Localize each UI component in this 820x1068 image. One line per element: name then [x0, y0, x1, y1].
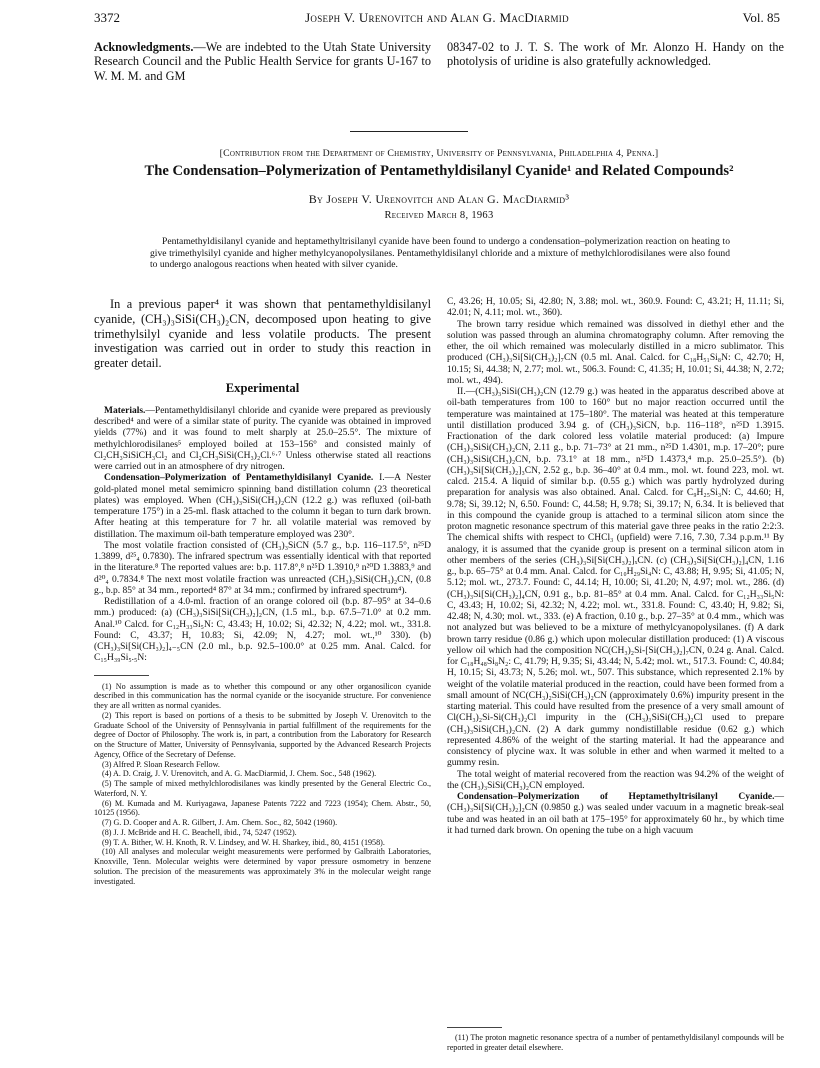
paragraph-text: —(CH₃)₃Si[Si(CH₃)₂]₂CN (0.9850 g.) was sealed under vacuum in a magnetic break-seal tube and was heated in an oil bath at 175–195° for approximately 60 hr., by which time it had turned dark brown. On opening the tube on a high vacuum [447, 792, 784, 836]
contribution-line: [Contribution from the Department of Chemistry, University of Pennsylvania, Philadelphia 4, Penna.] [219, 148, 659, 159]
article-authors: By Joseph V. Urenovitch and Alan G. MacDiarmid³ [308, 192, 570, 206]
running-header [94, 10, 780, 28]
running-title: Joseph V. Urenovitch and Alan G. MacDiarmid [305, 10, 569, 25]
paragraph-text: The total weight of material recovered from the reaction was 94.2% of the weight of the (CH₃)₃SiSi(CH₃)₂CN employed. [447, 769, 784, 791]
paragraph-text: The most volatile fraction consisted of (CH₃)₃SiCN (5.7 g., b.p. 116–117.5°, n²⁵D 1.3899, d²⁵₄ 0.7830). The infrared spectrum was essentially identical with that reported in the literature.⁸ The reported values are: b.p. 117.8°,⁸ n²⁵D 1.3910,⁹ n²⁰D 1.3883,⁹ and d²⁰₄ 0.7834.⁸ The next most volatile fraction was unreacted (CH₃)₃SiSi(CH₃)₂CN, (0.8 g., b.p. 85° at 34 mm., reported⁴ 87° at 34 mm.; confirmed by infrared spectrum⁴). [94, 540, 431, 596]
right-paragraph [447, 387, 784, 770]
left-paragraph [94, 541, 431, 597]
footnote: (6) M. Kumada and M. Kuriyagawa, Japanese Patents 7222 and 7223 (1954); Chem. Abstr., 50, 10125 (1956). [94, 798, 431, 818]
paragraph-text: Redistillation of a 4.0-ml. fraction of an orange colored oil (b.p. 87–95° at 34–0.6 mm.) produced: (a) (CH₃)₃SiSi[Si(CH₃)₂]₂CN, (1.5 ml., b.p. 67.5–71.0° at 0.2 mm. Anal.¹⁰ Calcd. for C₁₂H₃₃Si₅N: C, 43.43; H, 10.02; Si, 42.32; N, 4.22; mol. wt., 331.8. Found: C, 43.37; H, 10.83; Si, 42.09; N, 4.27; mol. wt.,¹⁰ 330). (b) (CH₃)₃Si[Si(CH₃)₂]₄₋₅CN (2.0 ml., b.p. 92.5–100.0° at 0.25 mm. Anal. Calcd. for C₁₅H₃₉Si₅.₅N: [94, 597, 431, 664]
left-paragraph [94, 406, 431, 474]
paragraph-lead: Materials. [104, 405, 146, 416]
footnote-rule-right [447, 1027, 502, 1028]
section-heading-experimental: Experimental [225, 380, 300, 395]
paragraph-text: The brown tarry residue which remained was dissolved in diethyl ether and the solution was passed through an alumina chromatography column. After removing the ether, the oil which remained was molecularly distilled in a micro sublimator. This produced (CH₃)₃Si[Si(CH₃)₂]₇CN (0.5 ml. Anal. Calcd. for C₁₈H₅₁Si₈N: C, 42.70; H, 10.15; Si, 44.38; N, 2.77; mol. wt., 506.3. Found: C, 41.35; H, 10.01; Si, 44.38; N, 2.72; mol. wt., 494). [447, 319, 784, 386]
footnote: (3) Alfred P. Sloan Research Fellow. [102, 759, 220, 769]
footnote: (4) A. D. Craig, J. V. Urenovitch, and A. G. MacDiarmid, J. Chem. Soc., 548 (1962). [102, 769, 377, 779]
footnote-rule [94, 675, 149, 676]
right-paragraph [447, 320, 784, 388]
left-paragraph [94, 473, 431, 541]
acknowledgments-heading: Acknowledgments. [94, 40, 194, 54]
acknowledgments-left-text: —We are indebted to the Utah State University Research Council and the Public Health Service for grants U-167 to W. M. M. and GM [94, 40, 431, 83]
article-body [94, 297, 784, 886]
paragraph-text: I.—A Nester gold-plated monel metal semimicro spinning band distillation column (23 theoretical plates) was employed. When (CH₃)₃SiSi(CH₃)₂CN (12.2 g.) was refluxed (oil-bath temperature 175°) in a 25-ml. flask attached to the column it began to turn dark brown. After heating at this temperature for 7 hr. all volatile material was removed by distillation. The maximum oil-bath temperature employed was 230°. [94, 473, 431, 540]
acknowledgments-block [94, 40, 784, 83]
right-paragraph [447, 792, 784, 837]
footnote: (7) G. D. Cooper and A. R. Gilbert, J. Am. Chem. Soc., 82, 5042 (1960). [102, 818, 338, 828]
paragraph-text: II.—(CH₃)₃SiSi(CH₃)₂CN (12.79 g.) was heated in the apparatus described above at oil-bath temperatures from 100 to 160° but no major reaction occurred until the temperature was maintained at 175–180°. The material was heated at this temperature until distillation produced 3.94 g. of (CH₃)₃SiCN, b.p. 116–118°, n²⁵D 1.3915. Fractionation of the dark colored less volatile material produced: (a) Impure (CH₃)₃SiSi(CH₃)₂CN, 2.11 g., b.p. 71–73° at 21 mm., n²⁵D 1.4301, m.p. 17–20°; pure (CH₃)₃SiSi(CH₃)₂CN, b.p. 73.1° at 18 mm., n²⁵D 1.4373,⁴ m.p. 25.0–25.5°). (b) (CH₃)₃Si[Si(CH₃)₂]₃CN, 2.52 g., b.p. 36–40° at 0.4 mm., mol. wt. found 223, mol. wt. calcd. 215.4. A liquid of similar b.p. (0.55 g.) which was partly hydrolyzed during preparation for analysis was also obtained. Anal. Calcd. for C₉H₂₅Si₃N: C, 44.60; H, 9.78; Si, 39.12; N, 6.50. Found: C, 44.58; H, 9.78; Si, 39.17; N, 6.34. It is believed that in this compound the cyanide group is attached to a terminal silicon atom since the proton magnetic resonance spectrum of this material gave three peaks in the ratio 2:2:3. The chemical shifts with respect to CHCl₃ (upfield) were 7.16, 7.30, 7.34 p.p.m.¹¹ By analogy, it is assumed that the cyanide group is present on a terminal silicon atom in other members of the series (CH₃)₃Si[Si(CH₃)₂]ₓCN. (c) (CH₃)₃Si[Si(CH₃)₂]₄CN, 1.16 g., b.p. 65–75° at 0.4 mm. Anal. Calcd. for C₁₀H₂₉Si₄N: C, 43.88; H, 9.95; Si, 41.05; N, 5.12; mol. wt., 273.7. Found: C, 44.14; H, 10.00; Si, 41.20; N, 4.97; mol. wt., 286. (d) (CH₃)₃Si[Si(CH₃)₂]₄CN, 0.91 g., b.p. 81–85° at 0.4 mm. Anal. Calcd. for C₁₂H₃₃Si₅N: C, 43.43; H, 10.02; Si, 42.32; N, 4.22; mol. wt., 331.8. Found: C, 43.40; H, 9.82; Si, 42.48; N, 4.30; mol. wt., 333. (e) A fraction, 0.10 g., b.p. 27–35° at 0.4 mm., which was not analyzed but was believed to be a mixture of methylcyanopolysilanes. (f) A dark brown tarry residue (0.86 g.) which upon molecular distillation produced: (1) A viscous yellow oil which had the composition NC(CH₃)₂Si-[Si(CH₃)₂]₇CN, 0.24 g. Anal. Calcd. for C₁₈H₄₈Si₈N₂: C, 41.79; H, 9.35; Si, 43.44; N, 5.42; mol. wt., 517.3. Found: C, 40.84; H, 10.15; Si, 43.73; N, 5.26; mol. wt., 507. This substance, which represented 2.1% by weight of the volatile material produced in the reaction, could have been formed from a small amount of NC(CH₃)₂SiSi(CH₃)₂CN (approximately 0.6%) impurity present in the starting material. This could have resulted from the presence of a very small amount of Cl(CH₃)₂Si-Si(CH₃)₂Cl impurity in the (CH₃)₃SiSi(CH₃)₂Cl used to prepare (CH₃)₃SiSi(CH₃)₂CN. (2) A dark gummy nondistillable residue (0.62 g.) which represented 4.86% of the weight of the starting material. It had the appearance and consistency of plycine wax. It was soluble in ether and when warmed it melted to a gummy resin. [447, 387, 784, 769]
abstract: Pentamethyldisilanyl cyanide and heptamethyltrisilanyl cyanide have been found to undergo a condensation–polymerization reaction on heating to give trimethylsilyl cyanide and higher methylcyanopolysilanes. Pentamethyldisilanyl chloride and a mixture of methylchlorodisilanes were also found to undergo analogous reactions when heated with silver cyanide. [150, 236, 730, 271]
footnote: (8) J. J. McBride and H. C. Beachell, ibid., 74, 5247 (1952). [102, 827, 297, 837]
acknowledgments-left [94, 40, 431, 83]
volume-label: Vol. 85 [742, 10, 780, 25]
right-paragraphs [447, 297, 784, 837]
section-divider [350, 131, 468, 132]
footnote: (10) All analyses and molecular weight measurements were performed by Galbraith Laboratories, Knoxville, Tenn. Molecular weights were determined by vapor pressure osmometry in benzene solution. The precision of the measurements was approximately 3% in the molecular weight range investigated. [94, 847, 431, 886]
left-column [94, 297, 431, 886]
footnote-11: (11) The proton magnetic resonance spectra of a number of pentamethyldisilanyl compounds will be reported in greater detail elsewhere. [447, 1033, 784, 1052]
paragraph-lead: Condensation–Polymerization of Pentamethyldisilanyl Cyanide. [104, 473, 374, 484]
right-column [447, 297, 784, 886]
footnotes-left [94, 682, 431, 887]
footnote: (2) This report is based on portions of a thesis to be submitted by Joseph V. Urenovitch to the Graduate School of the University of Pennsylvania in partial fulfillment of the requirements for the degree of Doctor of Philosophy. The work is, in part, a contribution from the Laboratory for Research on the Structure of Matter, University of Pennsylvania, supported by the Advanced Research Projects Agency, Office of the Secretary of Defense. [94, 710, 431, 759]
right-paragraph [447, 297, 784, 320]
paragraph-text: C, 43.26; H, 10.05; Si, 42.80; N, 3.88; mol. wt., 360.9. Found: C, 43.21; H, 11.11; Si, 42.01; N, 4.11; mol. wt., 360). [447, 297, 784, 319]
paragraph-text: —Pentamethyldisilanyl chloride and cyanide were prepared as previously described⁴ and were of a similar state of purity. The cyanide was obtained in improved yields (77%) and it was found to melt sharply at 25.0–25.5°. The mixture of methylchlorodisilanes⁵ employed boiled at 153–156° and consisted mainly of Cl₂CH₃SiSiCH₃Cl₂ and Cl₂CH₃SiSi(CH₃)₂Cl.⁶·⁷ Unless otherwise stated all reactions were carried out in an atmosphere of dry nitrogen. [94, 405, 431, 473]
footnote: (5) The sample of mixed methylchlorodisilanes was kindly presented by the General Electric Co., Waterford, N. Y. [94, 779, 431, 798]
article-title: The Condensation–Polymerization of Pentamethyldisilanyl Cyanide¹ and Related Compounds² [144, 163, 734, 179]
left-paragraph [94, 597, 431, 665]
paragraph-lead: Condensation–Polymerization of Heptamethyltrisilanyl Cyanide. [457, 792, 775, 802]
left-paragraphs [94, 406, 431, 665]
received-date: Received March 8, 1963 [384, 210, 494, 221]
intro-paragraph: In a previous paper⁴ it was shown that pentamethyldisilanyl cyanide, (CH₃)₃SiSi(CH₃)₂CN, decomposed upon heating to give trimethylsilyl cyanide and less volatile products. The present investigation was carried out in order to study this reaction in greater detail. [94, 297, 431, 371]
acknowledgments-right-text: 08347-02 to J. T. S. The work of Mr. Alonzo H. Handy on the photolysis of uridine is also gratefully acknowledged. [447, 40, 784, 69]
footnote: (1) No assumption is made as to whether this compound or any other organosilicon cyanide described in this communication has the normal cyanide or the isocyanide structure. For convenience they are all written as normal cyanides. [94, 681, 431, 711]
right-paragraph [447, 770, 784, 793]
footnote: (9) T. A. Bither, W. H. Knoth, R. V. Lindsey, and W. H. Sharkey, ibid., 80, 4151 (1958). [102, 837, 385, 847]
page-number: 3372 [94, 10, 120, 25]
